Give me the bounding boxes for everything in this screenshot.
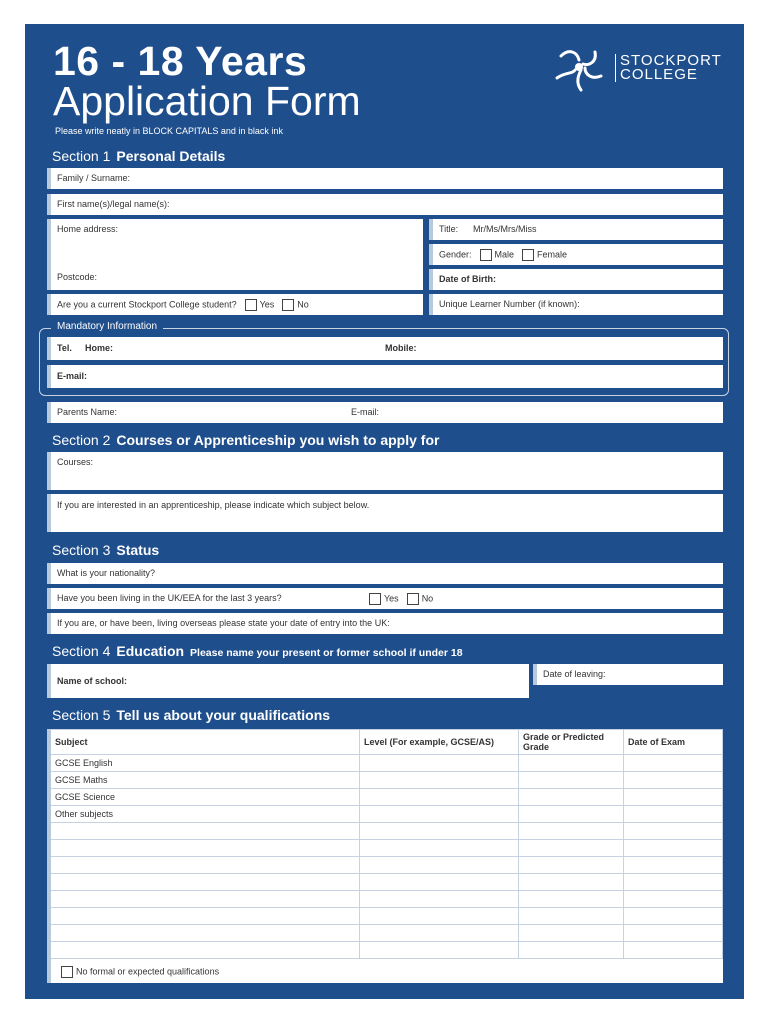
- male-checkbox[interactable]: [480, 249, 492, 261]
- grade-cell[interactable]: [519, 755, 624, 772]
- subject-cell[interactable]: [49, 874, 360, 891]
- nationality-field[interactable]: [47, 563, 723, 584]
- title-label: Title:: [439, 224, 459, 234]
- current-student-field: [47, 294, 423, 315]
- overseas-field[interactable]: [47, 613, 723, 634]
- tel-label: Tel.: [57, 343, 72, 353]
- qualification-row: [49, 772, 723, 789]
- apprenticeship-field[interactable]: [47, 494, 723, 532]
- gender-label: Gender:: [439, 249, 472, 260]
- section4-number: Section 4: [52, 643, 111, 659]
- form-title-line2: Application Form: [53, 78, 361, 124]
- level-cell[interactable]: [360, 874, 519, 891]
- exam-date-cell[interactable]: [624, 874, 723, 891]
- qualification-row: [49, 925, 723, 942]
- apprenticeship-label: If you are interested in an apprenticeship, please indicate which subject below.: [57, 500, 370, 510]
- living-uk-options: [361, 593, 433, 605]
- section2-heading: [52, 432, 439, 448]
- logo-line1: STOCKPORT: [620, 52, 722, 69]
- gender-field: [429, 244, 723, 265]
- home-address-field[interactable]: [47, 219, 423, 290]
- exam-date-cell[interactable]: [624, 806, 723, 823]
- college-name: [615, 54, 722, 82]
- living-uk-no-checkbox[interactable]: [407, 593, 419, 605]
- subject-cell[interactable]: [49, 823, 360, 840]
- subject-cell[interactable]: [49, 908, 360, 925]
- parents-email-label: E-mail:: [351, 407, 380, 417]
- form-title-line1: 16 - 18 Years: [53, 38, 308, 84]
- section4-heading: [52, 643, 463, 659]
- title-field[interactable]: [429, 219, 723, 240]
- section1-heading: [52, 148, 225, 164]
- qualification-row: [49, 857, 723, 874]
- exam-date-cell[interactable]: [624, 857, 723, 874]
- section3-title: Status: [116, 542, 160, 558]
- leaving-date-field[interactable]: [533, 664, 723, 685]
- stockport-college-logo-icon: [551, 42, 607, 94]
- level-cell[interactable]: [360, 908, 519, 925]
- family-name-label: Family / Surname:: [57, 173, 131, 183]
- living-uk-yes-label: Yes: [384, 593, 399, 604]
- level-header: Level (For example, GCSE/AS): [360, 730, 519, 755]
- qualification-row: [49, 840, 723, 857]
- female-checkbox[interactable]: [522, 249, 534, 261]
- subject-cell[interactable]: [49, 925, 360, 942]
- no-qualifications-checkbox[interactable]: [61, 966, 73, 978]
- family-name-field[interactable]: [47, 168, 723, 189]
- current-student-no-checkbox[interactable]: [282, 299, 294, 311]
- email-label: E-mail:: [57, 371, 88, 381]
- dob-label: Date of Birth:: [439, 274, 496, 284]
- first-names-field[interactable]: [47, 194, 723, 215]
- no-qualifications-option: [53, 966, 219, 978]
- level-cell[interactable]: [360, 925, 519, 942]
- application-form: [25, 24, 744, 999]
- level-cell[interactable]: [360, 806, 519, 823]
- section2-title: Courses or Apprenticeship you wish to apply for: [116, 432, 440, 448]
- living-uk-no-label: No: [421, 593, 434, 604]
- qualification-row: [49, 755, 723, 772]
- mobile-label: Mobile:: [385, 343, 417, 353]
- dob-field[interactable]: [429, 269, 723, 290]
- mandatory-information-label: Mandatory Information: [51, 321, 163, 332]
- grade-cell[interactable]: [519, 908, 624, 925]
- school-field[interactable]: [47, 664, 529, 698]
- living-uk-label: Have you been living in the UK/EEA for the last 3 years?: [57, 593, 282, 603]
- qualification-row: [49, 789, 723, 806]
- current-student-yes-checkbox[interactable]: [245, 299, 257, 311]
- living-uk-field: [47, 588, 723, 609]
- exam-date-cell[interactable]: [624, 891, 723, 908]
- level-cell[interactable]: [360, 789, 519, 806]
- exam-date-cell[interactable]: [624, 823, 723, 840]
- qualification-row: [49, 806, 723, 823]
- exam-date-cell[interactable]: [624, 908, 723, 925]
- male-label: Male: [494, 249, 515, 260]
- grade-cell[interactable]: [519, 925, 624, 942]
- qualification-row: [49, 891, 723, 908]
- yes-label: Yes: [259, 299, 275, 310]
- grade-cell[interactable]: [519, 874, 624, 891]
- exam-date-cell[interactable]: [624, 772, 723, 789]
- current-student-row: [57, 299, 309, 311]
- qualifications-table: [47, 729, 723, 959]
- grade-cell[interactable]: [519, 891, 624, 908]
- subject-cell[interactable]: [49, 840, 360, 857]
- exam-date-cell[interactable]: [624, 755, 723, 772]
- qualification-row: [49, 942, 723, 959]
- section4-subtitle: Please name your present or former school if under 18: [190, 647, 463, 659]
- current-student-label: Are you a current Stockport College student?: [57, 299, 237, 310]
- courses-field[interactable]: [47, 452, 723, 490]
- exam-date-cell[interactable]: [624, 789, 723, 806]
- home-phone-label: Home:: [85, 343, 114, 353]
- subject-cell[interactable]: [49, 891, 360, 908]
- no-label: No: [297, 299, 309, 310]
- uln-label: Unique Learner Number (if known):: [439, 299, 580, 309]
- level-cell[interactable]: [360, 857, 519, 874]
- level-cell[interactable]: [360, 840, 519, 857]
- level-cell[interactable]: [360, 755, 519, 772]
- grade-cell[interactable]: [519, 840, 624, 857]
- section3-heading: [52, 542, 159, 558]
- postcode-label: Postcode:: [57, 272, 98, 282]
- no-qualifications-label: No formal or expected qualifications: [76, 966, 220, 977]
- grade-cell[interactable]: [519, 806, 624, 823]
- grade-cell[interactable]: [519, 789, 624, 806]
- section5-title: Tell us about your qualifications: [116, 707, 331, 723]
- nationality-label: What is your nationality?: [57, 568, 156, 578]
- section5-heading: [52, 707, 330, 723]
- exam-date-cell[interactable]: [624, 925, 723, 942]
- grade-cell[interactable]: [519, 857, 624, 874]
- living-uk-yes-checkbox[interactable]: [369, 593, 381, 605]
- section3-number: Section 3: [52, 542, 111, 558]
- first-names-label: First name(s)/legal name(s):: [57, 199, 170, 209]
- section5-number: Section 5: [52, 707, 111, 723]
- uln-field[interactable]: [429, 294, 723, 315]
- qualification-row: [49, 874, 723, 891]
- qualification-row: [49, 908, 723, 925]
- section4-title: Education: [116, 643, 185, 659]
- tel-field[interactable]: [47, 337, 723, 360]
- qualifications-body: [49, 755, 723, 959]
- exam-date-cell[interactable]: [624, 840, 723, 857]
- level-cell[interactable]: [360, 891, 519, 908]
- level-cell[interactable]: [360, 823, 519, 840]
- qualification-row: [49, 823, 723, 840]
- gender-row: [439, 249, 567, 261]
- subject-cell[interactable]: GCSE Science: [49, 789, 360, 806]
- logo-line2: COLLEGE: [620, 66, 698, 83]
- section1-title: Personal Details: [116, 148, 226, 164]
- school-label: Name of school:: [57, 676, 128, 686]
- instruction-text: Please write neatly in BLOCK CAPITALS and in black ink: [55, 126, 283, 136]
- level-cell[interactable]: [360, 942, 519, 959]
- subject-cell[interactable]: GCSE Maths: [49, 772, 360, 789]
- female-label: Female: [537, 249, 568, 260]
- courses-label: Courses:: [57, 457, 94, 467]
- section2-number: Section 2: [52, 432, 111, 448]
- subject-cell[interactable]: [49, 942, 360, 959]
- overseas-label: If you are, or have been, living overseas please state your date of entry into the UK:: [57, 618, 390, 628]
- subject-header: Subject: [49, 730, 360, 755]
- subject-cell[interactable]: Other subjects: [49, 806, 360, 823]
- level-cell[interactable]: [360, 772, 519, 789]
- subject-cell[interactable]: GCSE English: [49, 755, 360, 772]
- email-field[interactable]: [47, 365, 723, 388]
- qualifications-header-row: [49, 730, 723, 755]
- grade-cell[interactable]: [519, 942, 624, 959]
- subject-cell[interactable]: [49, 857, 360, 874]
- exam-date-header: Date of Exam: [624, 730, 723, 755]
- home-address-label: Home address:: [57, 224, 119, 234]
- parents-field[interactable]: [47, 402, 723, 423]
- parents-name-label: Parents Name:: [57, 407, 118, 417]
- leaving-date-label: Date of leaving:: [543, 669, 606, 679]
- title-options: Mr/Ms/Mrs/Miss: [473, 224, 537, 234]
- grade-cell[interactable]: [519, 772, 624, 789]
- grade-header: Grade or Predicted Grade: [519, 730, 624, 755]
- no-qualifications-row: [47, 959, 723, 983]
- section1-number: Section 1: [52, 148, 111, 164]
- grade-cell[interactable]: [519, 823, 624, 840]
- exam-date-cell[interactable]: [624, 942, 723, 959]
